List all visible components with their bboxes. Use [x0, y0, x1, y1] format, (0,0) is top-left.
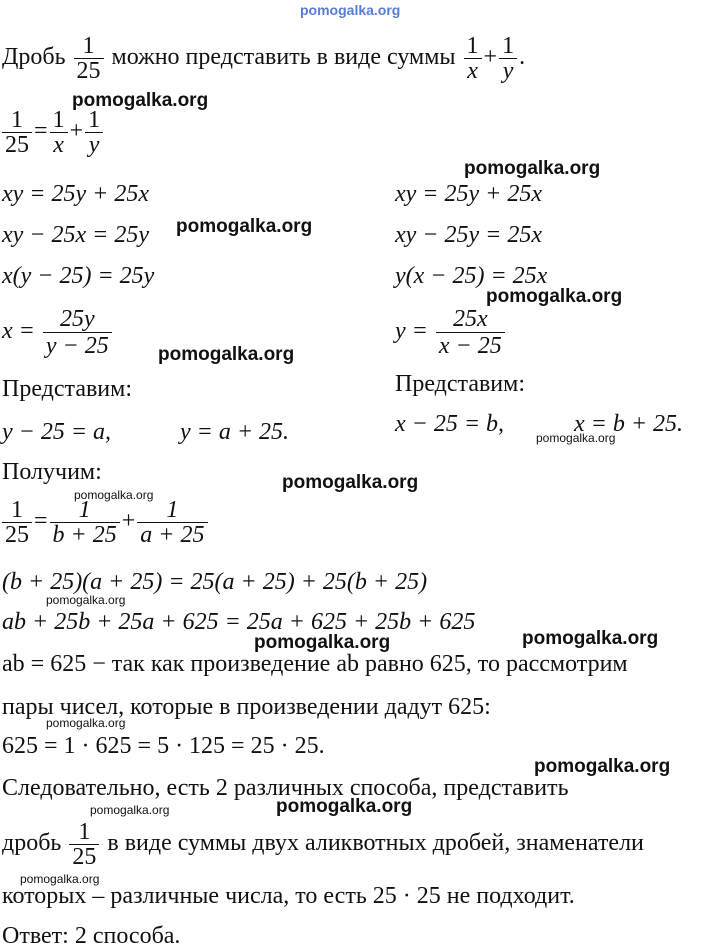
watermark: pomogalka.org [46, 716, 126, 730]
eq1-a [50, 498, 120, 547]
text4-num: 1 [69, 820, 99, 845]
right-l4-lhs: y = [395, 318, 428, 345]
intro-end: . [519, 44, 526, 71]
eq1-plus: + [121, 508, 136, 535]
right-sub-2: x = b + 25. [574, 411, 684, 437]
eq0-lhs [2, 108, 32, 157]
watermark: pomogalka.org [534, 756, 671, 777]
text4-after: в виде суммы двух аликвотных дробей, знаменатели [107, 830, 644, 857]
watermark: pomogalka.org [176, 216, 313, 237]
answer: Ответ: 2 способа. [2, 923, 181, 949]
text4-before: дробь [2, 830, 62, 857]
left-sub-1: y − 25 = a, [2, 419, 112, 445]
left-l4-lhs: x = [2, 318, 35, 345]
eq0-plus: + [69, 118, 84, 145]
intro-t2-den: y [502, 58, 514, 84]
eq1-b-num: 1 [137, 498, 207, 523]
equation-1 [0, 498, 210, 547]
watermark: pomogalka.org [90, 803, 170, 817]
left-represent: Представим: [2, 376, 132, 402]
right-line-4 [395, 306, 507, 359]
text-5: которых – различные числа, то есть 25 · 25 не подходит. [2, 883, 575, 909]
eq0-b-num: 1 [85, 108, 103, 133]
eq0-l-den: 25 [5, 132, 29, 158]
left-line-2: xy − 25x = 25y [2, 222, 149, 248]
left-l4-num: 25y [43, 306, 112, 333]
watermark: pomogalka.org [254, 632, 391, 653]
left-line-3: x(y − 25) = 25y [2, 263, 155, 289]
eq0-a [50, 108, 68, 157]
equation-2: (b + 25)(a + 25) = 25(a + 25) + 25(b + 25) [2, 569, 428, 595]
watermark: pomogalka.org [522, 628, 659, 649]
equation-4: 625 = 1 · 625 = 5 · 125 = 25 · 25. [2, 733, 325, 759]
intro-middle: можно представить в виде суммы [111, 44, 456, 71]
eq1-lhs [2, 498, 32, 547]
equation-3: ab + 25b + 25a + 625 = 25a + 625 + 25b + 625 [2, 609, 476, 635]
eq1-a-num: 1 [50, 498, 120, 523]
intro-fraction [74, 34, 104, 83]
intro-line [2, 34, 525, 83]
right-line-2: xy − 25y = 25x [395, 222, 542, 248]
text-4 [2, 820, 644, 869]
get-label: Получим: [2, 459, 102, 485]
intro-t1-num: 1 [464, 34, 482, 59]
left-line-4 [2, 306, 114, 359]
text4-den: 25 [72, 844, 97, 870]
intro-t2-num: 1 [499, 34, 517, 59]
intro-t1-den: x [467, 58, 478, 84]
eq1-b-den: a + 25 [140, 522, 205, 548]
eq0-a-den: x [53, 132, 64, 158]
watermark: pomogalka.org [276, 796, 413, 817]
intro-term-1 [464, 34, 482, 83]
eq1-eq: = [34, 508, 48, 535]
watermark: pomogalka.org [20, 872, 100, 886]
intro-plus: + [483, 44, 498, 71]
eq0-b-den: y [88, 132, 100, 158]
right-sub-1: x − 25 = b, [395, 411, 505, 437]
watermark: pomogalka.org [158, 344, 295, 365]
eq1-l-den: 25 [5, 522, 29, 548]
watermark-top: pomogalka.org [300, 2, 401, 18]
left-l4-fraction [43, 306, 112, 359]
left-line-1: xy = 25y + 25x [2, 181, 149, 207]
left-sub-2: y = a + 25. [180, 419, 290, 445]
right-l4-den: x − 25 [438, 333, 502, 359]
watermark: pomogalka.org [536, 431, 616, 445]
eq1-a-den: b + 25 [52, 522, 117, 548]
intro-frac-den: 25 [76, 58, 101, 84]
watermark: pomogalka.org [72, 90, 209, 111]
right-line-1: xy = 25y + 25x [395, 181, 542, 207]
watermark: pomogalka.org [486, 286, 623, 307]
eq0-l-num: 1 [2, 108, 32, 133]
text4-fraction [69, 820, 99, 869]
right-l4-num: 25x [436, 306, 505, 333]
eq0-a-num: 1 [50, 108, 68, 133]
eq1-l-num: 1 [2, 498, 32, 523]
right-l4-fraction [436, 306, 505, 359]
watermark: pomogalka.org [282, 472, 419, 493]
intro-term-2 [499, 34, 517, 83]
watermark: pomogalka.org [464, 158, 601, 179]
equation-0 [0, 108, 105, 157]
watermark: pomogalka.org [74, 488, 154, 502]
text-1: ab = 625 − так как произведение ab равно 625, то рассмотрим [2, 651, 628, 677]
eq1-b [137, 498, 207, 547]
text-2: пары чисел, которые в произведении дадут 625: [2, 694, 491, 720]
watermark: pomogalka.org [46, 593, 126, 607]
right-line-3: y(x − 25) = 25x [395, 263, 548, 289]
intro-before: Дробь [2, 44, 66, 71]
left-l4-den: y − 25 [45, 333, 109, 359]
right-represent: Представим: [395, 371, 525, 397]
text-3: Следовательно, есть 2 различных способа, представить [2, 775, 569, 801]
eq0-eq: = [34, 118, 48, 145]
eq0-b [85, 108, 103, 157]
intro-frac-num: 1 [74, 34, 104, 59]
